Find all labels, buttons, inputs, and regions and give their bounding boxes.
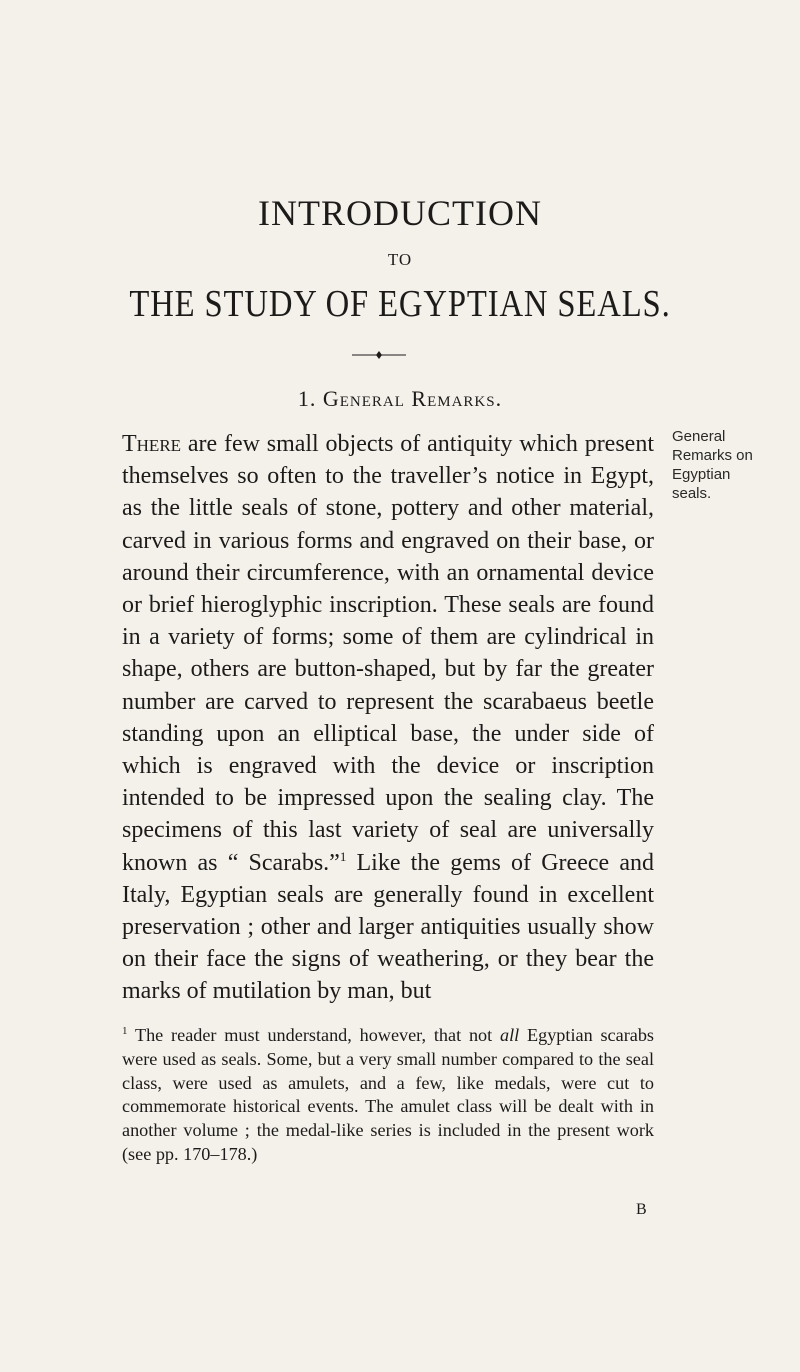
section-title: General Remarks.	[322, 386, 503, 411]
margin-note-line: seals.	[672, 485, 712, 502]
lead-word: There	[122, 431, 182, 457]
diamond-rule-ornament	[352, 349, 406, 361]
margin-note-line: General	[672, 428, 726, 445]
footnote	[122, 1024, 654, 1167]
signature-mark: B	[636, 1201, 647, 1218]
page-title: INTRODUCTION	[258, 193, 542, 233]
section-heading	[0, 386, 800, 412]
title-connector: TO	[387, 250, 413, 269]
margin-note-line: Remarks on	[672, 447, 753, 464]
body-paragraph	[122, 428, 654, 1008]
paragraph-text-part-2: Like the gems of Greece and Italy, Egyptian seals are generally found in excellent preservation ; other and larger antiquities usually show on their face the signs of weathering, or they bear the marks of mutilation by man, but	[122, 849, 654, 1005]
page-subtitle: THE STUDY OF EGYPTIAN SEALS.	[129, 283, 671, 325]
footnote-number: 1	[122, 1024, 128, 1037]
margin-note	[672, 427, 798, 503]
section-number: 1.	[297, 386, 317, 411]
footnote-emphasis: all	[500, 1025, 520, 1045]
paragraph-text-part-1: are few small objects of antiquity which present themselves so often to the traveller’s notice in Egypt, as the little seals of stone, pottery and other material, carved in various forms and engraved on their base, or around their circumference, with an ornamental device or brief hieroglyphic inscription. These seals are found in a variety of forms; some of them are cylindrical in shape, others are button-shaped, but by far the greater number are carved to represent the scarabaeus beetle standing upon an elliptical base, the under side of which is engraved with the device or inscription intended to be impressed upon the sealing clay. The specimens of this last variety of seal are universally known as “ Scarabs.”	[122, 431, 654, 876]
margin-note-line: Egyptian	[672, 466, 731, 483]
footnote-text-part-1: The reader must understand, however, that not	[127, 1025, 500, 1045]
footnote-reference[interactable]: 1	[339, 848, 347, 864]
footnote-text-part-2: Egyptian scarabs were used as seals. Some, but a very small number compared to the seal class, were used as amulets, and a few, like medals, were cut to commemorate historical events. The amulet class will be dealt with in another volume ; the medal-like series is included in the present work (see pp. 170–178.)	[122, 1025, 655, 1164]
